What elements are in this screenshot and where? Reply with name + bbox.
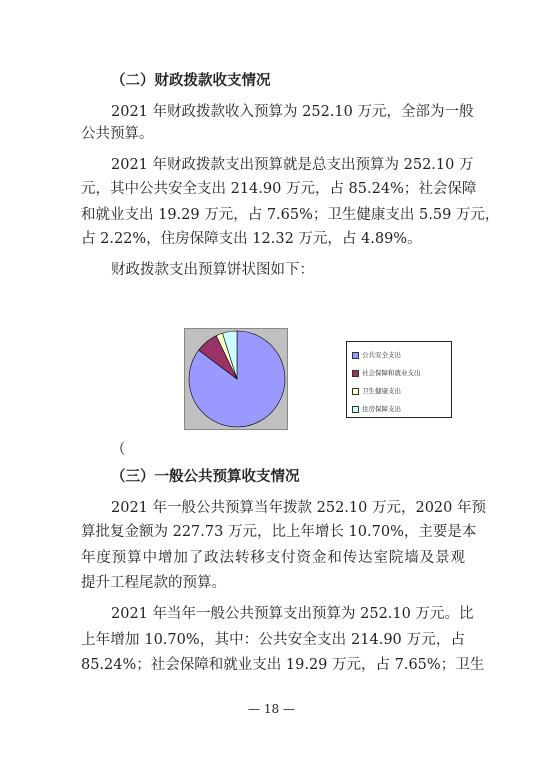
paragraph-line: 公共预算。 <box>81 126 154 142</box>
paragraph-line: 年度预算中增加了政法转移支付资金和传达室院墙及景观 <box>81 550 465 566</box>
legend-label: 社会保障和就业支出 <box>362 369 421 377</box>
chart-intro-line: 财政拨款支出预算饼状图如下： <box>111 262 314 278</box>
legend-label: 住房保障支出 <box>362 405 401 413</box>
section2-heading: （二）财政拨款收支情况 <box>111 72 271 89</box>
pie-plot-area <box>184 328 288 430</box>
paragraph-line: 85.24%；社会保障和就业支出 19.29 万元，占 7.65%；卫生 <box>81 657 485 673</box>
paragraph-line: 2021 年财政拨款支出预算就是总支出预算为 252.10 万 <box>111 157 474 173</box>
legend-item <box>352 403 401 415</box>
stray-character: （ <box>111 442 126 458</box>
legend-swatch <box>352 370 359 377</box>
pie-chart <box>184 328 452 430</box>
paragraph-line: 和就业支出 19.29 万元，占 7.65%；卫生健康支出 5.59 万元， <box>81 207 500 223</box>
page-number: — 18 — <box>248 702 295 716</box>
legend-item <box>352 349 401 361</box>
paragraph-line: 2021 年财政拨款收入预算为 252.10 万元，全部为一般 <box>111 104 474 120</box>
pie-svg <box>185 329 287 429</box>
legend-label: 公共安全支出 <box>362 351 401 359</box>
legend-swatch <box>352 388 359 395</box>
paragraph-line: 上年增加 10.70%，其中：公共安全支出 214.90 万元，占 <box>81 632 465 648</box>
chart-legend <box>346 341 452 418</box>
legend-item <box>352 385 401 397</box>
paragraph-line: 提升工程尾款的预算。 <box>81 575 226 591</box>
legend-item <box>352 367 421 379</box>
legend-label: 卫生健康支出 <box>362 387 401 395</box>
paragraph-line: 算批复金额为 227.73 万元，比上年增长 10.70%，主要是本 <box>81 524 477 540</box>
legend-swatch <box>352 352 359 359</box>
paragraph-line: 元，其中公共安全支出 214.90 万元，占 85.24%；社会保障 <box>81 181 477 197</box>
paragraph-line: 2021 年当年一般公共预算支出预算为 252.10 万元。比 <box>111 606 474 622</box>
section3-heading: （三）一般公共预算收支情况 <box>111 468 300 485</box>
paragraph-line: 占 2.22%，住房保障支出 12.32 万元，占 4.89%。 <box>81 231 422 247</box>
paragraph-line: 2021 年一般公共预算当年拨款 252.10 万元，2020 年预 <box>111 500 486 516</box>
legend-swatch <box>352 406 359 413</box>
